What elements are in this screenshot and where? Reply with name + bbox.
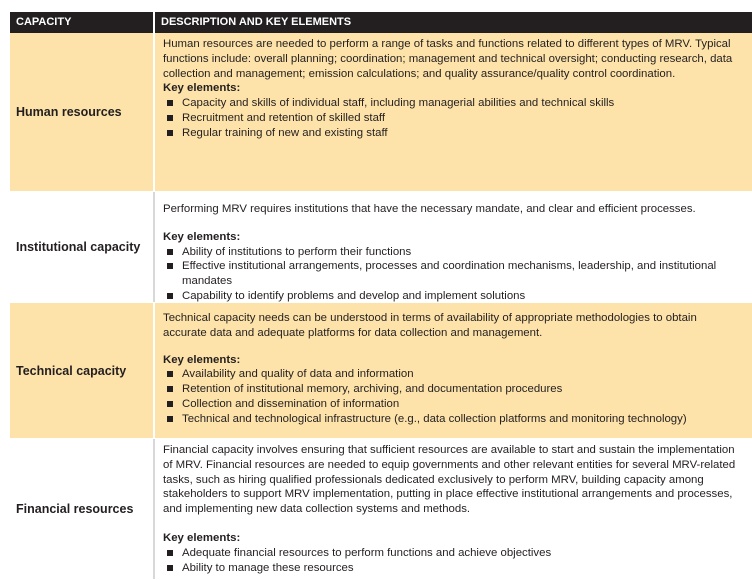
description-cell [155, 439, 752, 579]
key-elements-label: Key elements: [163, 230, 241, 243]
description-text: Financial capacity involves ensuring that sufficient resources are available to start and sustain the implementation of MRV. Financial resources are needed to equip governments and other relevant entities for several MRV-related tasks, such as hiring qualified professionals dedicated exclusively to perform MRV, building capacity among stakeholders to support MRV implementation, putting in place effective institutional arrangements and processes, and implementing new data collection systems and methods. [163, 444, 736, 516]
list-item: Technical and technological infrastructure (e.g., data collection platforms and monitoring technology) [163, 412, 742, 427]
list-item: Adequate financial resources to perform functions and achieve objectives [163, 546, 742, 561]
list-item: Collection and dissemination of information [163, 397, 742, 412]
list-item: Ability of institutions to perform their functions [163, 245, 742, 260]
key-elements-list [163, 367, 742, 426]
description-cell [155, 303, 752, 438]
description-cell [155, 33, 752, 191]
description-text: Technical capacity needs can be understood in terms of availability of appropriate methodologies to obtain accurate data and adequate platforms for data collection and management. [163, 312, 697, 339]
table-row [10, 33, 752, 192]
capacity-label: Institutional capacity [16, 240, 141, 254]
capacity-label: Technical capacity [16, 363, 127, 378]
list-item: Regular training of new and existing staff [163, 126, 742, 141]
list-item: Availability and quality of data and information [163, 367, 742, 382]
description-text: Human resources are needed to perform a range of tasks and functions related to different types of MRV. Typical functions include: overall planning; coordination; management and technical oversight; conducting research, data collection and management; emission calculations; and quality assurance/quality control coordination. [163, 38, 733, 80]
header-description: DESCRIPTION AND KEY ELEMENTS [161, 16, 352, 28]
key-elements-list [163, 546, 742, 576]
list-item: Ability to manage these resources [163, 561, 742, 576]
list-item: Retention of institutional memory, archiving, and documentation procedures [163, 382, 742, 397]
description-text: Performing MRV requires institutions that have the necessary mandate, and clear and efficient processes. [163, 203, 696, 215]
key-elements-label: Key elements: [163, 353, 241, 366]
table-header [10, 12, 752, 33]
key-elements-label: Key elements: [163, 531, 241, 544]
capacity-label: Financial resources [16, 502, 134, 516]
table-row [10, 303, 752, 439]
list-item: Capacity and skills of individual staff, including managerial abilities and technical skills [163, 96, 742, 111]
header-capacity: CAPACITY [16, 16, 72, 28]
key-elements-list [163, 96, 742, 140]
capacity-label: Human resources [16, 105, 122, 119]
table-row [10, 439, 752, 580]
key-elements-label: Key elements: [163, 82, 241, 95]
key-elements-list [163, 245, 742, 304]
list-item: Effective institutional arrangements, processes and coordination mechanisms, leadership, and institutional mandates [163, 259, 742, 289]
description-cell [155, 192, 752, 302]
list-item: Recruitment and retention of skilled staff [163, 111, 742, 126]
list-item: Capability to identify problems and develop and implement solutions [163, 289, 742, 304]
capacity-table [10, 12, 752, 580]
table-row [10, 192, 752, 303]
